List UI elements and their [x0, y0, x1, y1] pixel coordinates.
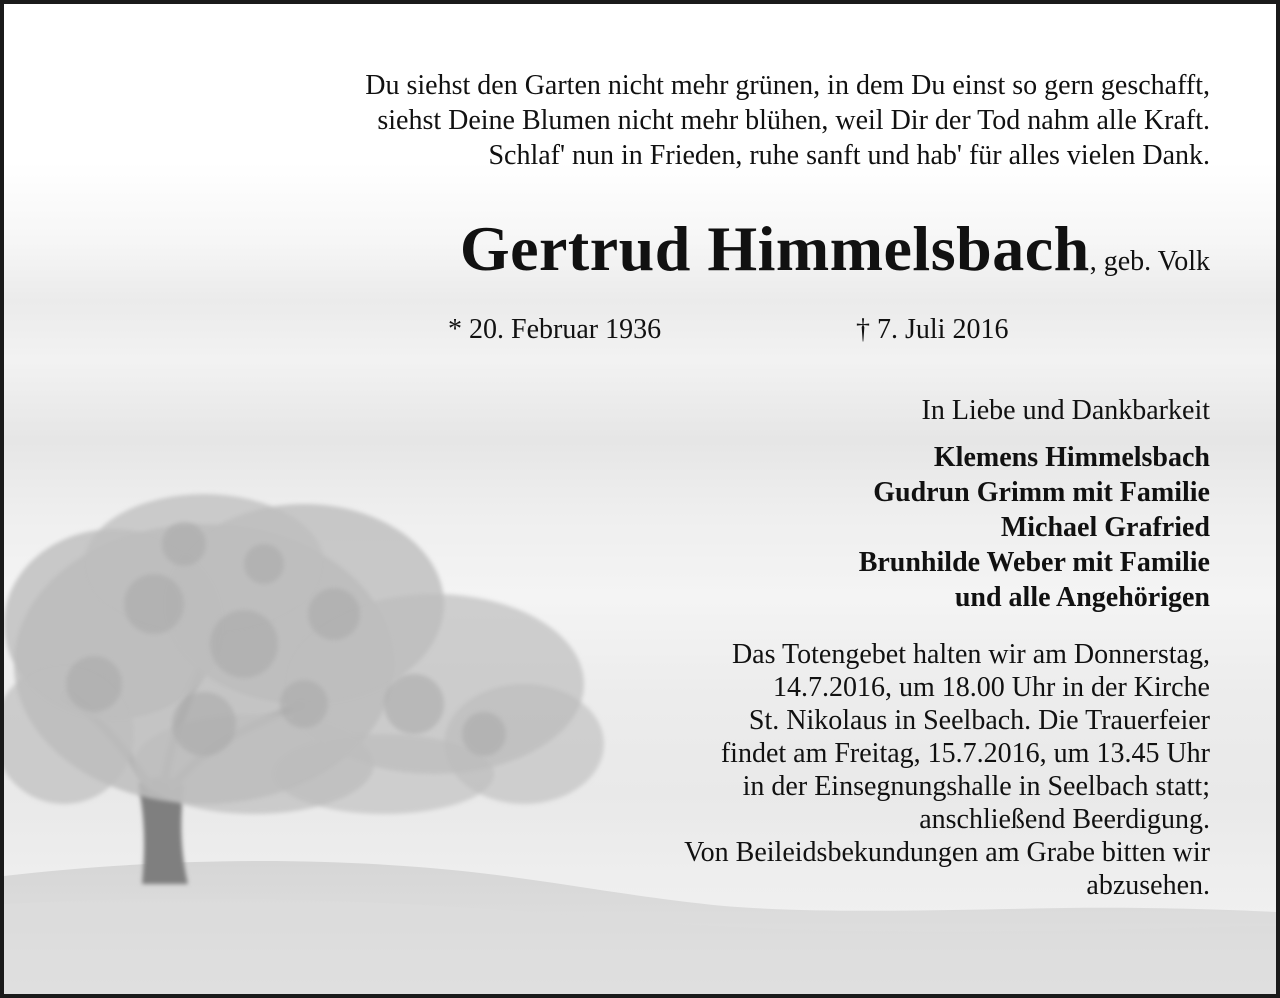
service-line: findet am Freitag, 15.7.2016, um 13.45 Uhr: [720, 738, 1210, 769]
tree-foliage: [4, 494, 604, 814]
mourner-name: Klemens Himmelsbach: [933, 442, 1210, 473]
gratitude-line: In Liebe und Dankbarkeit: [921, 395, 1210, 426]
poem-line: siehst Deine Blumen nicht mehr blühen, weil Dir der Tod nahm alle Kraft.: [377, 105, 1210, 136]
service-line: anschließend Beerdigung.: [919, 804, 1210, 835]
service-line: St. Nikolaus in Seelbach. Die Trauerfeier: [748, 705, 1210, 736]
service-line: Das Totengebet halten wir am Donnerstag,: [731, 639, 1210, 670]
maiden-name: , geb. Volk: [1089, 246, 1210, 277]
service-line: Von Beileidsbekundungen am Grabe bitten wir: [684, 837, 1210, 868]
deceased-name-line: [460, 212, 1210, 286]
mourner-name: Michael Grafried: [1000, 512, 1210, 543]
memorial-poem: [210, 68, 1210, 173]
poem-line: Du siehst den Garten nicht mehr grünen, in dem Du einst so gern geschafft,: [365, 70, 1210, 101]
death-date: † 7. Juli 2016: [856, 314, 1009, 345]
birth-date: * 20. Februar 1936: [448, 314, 662, 345]
mourners-list: [859, 440, 1210, 615]
service-line: in der Einsegnungshalle in Seelbach statt;: [742, 771, 1210, 802]
deceased-name: Gertrud Himmelsbach: [459, 213, 1090, 284]
poem-line: Schlaf' nun in Frieden, ruhe sanft und hab' für alles vielen Dank.: [488, 140, 1210, 171]
mourner-name: Brunhilde Weber mit Familie: [858, 547, 1210, 578]
mourner-name: und alle Angehörigen: [954, 582, 1210, 613]
service-details: [684, 638, 1210, 902]
service-line: abzusehen.: [1086, 870, 1210, 901]
mourner-name: Gudrun Grimm mit Familie: [873, 477, 1210, 508]
service-line: 14.7.2016, um 18.00 Uhr in der Kirche: [772, 672, 1210, 703]
